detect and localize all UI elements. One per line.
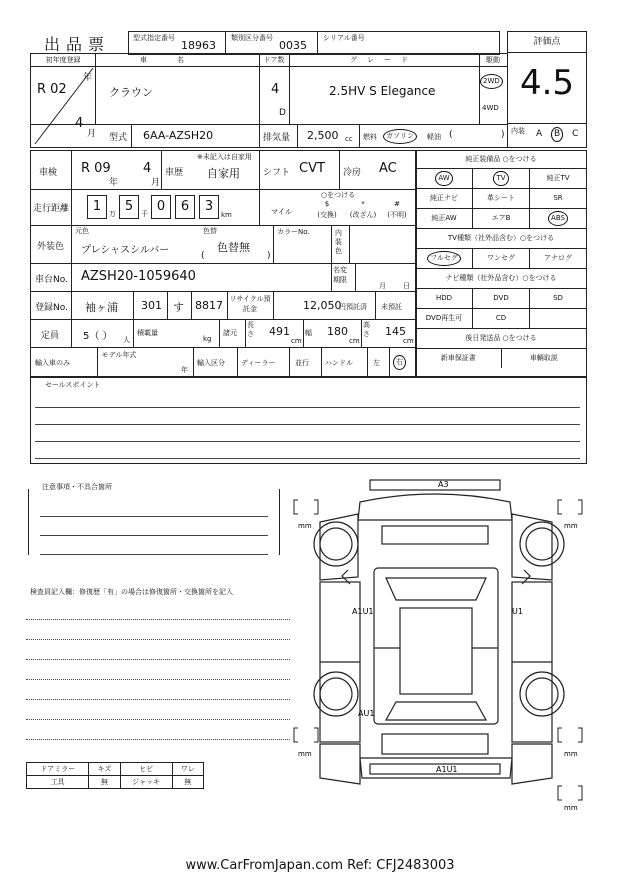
fuel-label: 燃料 bbox=[363, 133, 377, 141]
right-rear-fender bbox=[512, 744, 552, 784]
dealer-label: ディーラー bbox=[241, 359, 276, 367]
reg-area: 袖ヶ浦 bbox=[85, 301, 118, 314]
legend-value: 工具 bbox=[27, 776, 89, 789]
inspector-label: 検査員記入欄：修復歴「有」の場合は修復箇所・交換箇所を記入 bbox=[30, 588, 233, 596]
inspector-line bbox=[26, 620, 290, 640]
drive-4wd: 4WD bbox=[482, 104, 499, 112]
nav-dvd-play: DVD再生可 bbox=[425, 314, 463, 322]
import-type-label: 輸入区分 bbox=[197, 359, 225, 367]
length-unit: cm bbox=[291, 337, 302, 345]
exchange-label: $ bbox=[324, 200, 330, 208]
mile-label: マイル bbox=[271, 208, 292, 216]
doors-value: 4 bbox=[271, 82, 280, 97]
month-suffix: 月 bbox=[87, 129, 97, 139]
displacement-value: 2,500 bbox=[307, 129, 339, 142]
windshield bbox=[386, 578, 486, 600]
load-unit: kg bbox=[203, 335, 212, 343]
drive-label: 駆動 bbox=[479, 54, 507, 67]
car-name-label: 車名 bbox=[95, 54, 259, 67]
mileage-label: 走行距離 bbox=[33, 204, 70, 214]
equip-tv: TV bbox=[493, 171, 508, 186]
interior-a: A bbox=[536, 129, 543, 139]
tv-fullseg: フルセグ bbox=[427, 251, 461, 266]
left-label: 左 bbox=[373, 359, 380, 367]
header-codes bbox=[128, 31, 500, 55]
doors-label: ドア数 bbox=[259, 54, 289, 67]
footer-reference: www.CarFromJapan.com Ref: CFJ2483003 bbox=[185, 858, 455, 873]
shaken-year-suffix: 年 bbox=[109, 178, 119, 188]
mileage-digit: 3 bbox=[199, 195, 219, 219]
ac-value: AC bbox=[379, 161, 397, 176]
sen-label: 千 bbox=[141, 210, 148, 218]
displacement-unit: cc bbox=[345, 135, 353, 143]
color-no-label: カラーNo. bbox=[277, 228, 310, 236]
width-label: 幅 bbox=[305, 329, 312, 337]
sales-line bbox=[35, 442, 580, 459]
details-block: 車検 R 09 年 4 月 車歴 ※未記入は自家用 自家用 シフト CVT 冷房 AC 走行距離 1 万 5 千 0 6 3 km ○をつける マイル $ (交換) * (改ざん) # (不明) 外装色 元色 プレシャスシルバー 色替 色替無 ( ) カラーNo. 内装色 車台No. AZSH20-1059640 名変期限 月 日 登録No. 袖ヶ浦 301 す 8817 リサイクル預託金 12,050 円預託済 未預託 定員 5（ ） 人 積載量 kg 諸元 長さ 491 cm 幅 180 cm 高さ 145 cm 輸入車のみ モデル年式 年 輸入区分 ディーラー 並行 ハンドル 左 右 bbox=[30, 150, 417, 378]
legend-table bbox=[26, 762, 204, 789]
damage-right-side: U1 bbox=[512, 607, 523, 616]
equip-airbag: エアB bbox=[472, 209, 529, 228]
recycle-amount: 12,050 bbox=[303, 299, 342, 312]
mm-label: mm bbox=[298, 522, 312, 530]
hood bbox=[382, 526, 488, 544]
model-year-unit: 年 bbox=[181, 366, 188, 374]
later-manual: 車輌取説 bbox=[501, 349, 587, 368]
interior-b: B bbox=[551, 127, 563, 142]
mm-label: mm bbox=[298, 750, 312, 758]
inspector-line bbox=[26, 640, 290, 660]
legend-value: ジャッキ bbox=[120, 776, 172, 789]
nav-sd: SD bbox=[529, 289, 586, 308]
rear-window bbox=[386, 702, 486, 720]
mark-label: ○をつける bbox=[321, 191, 356, 199]
equipment-title: 純正装備品 ○をつける bbox=[416, 151, 586, 169]
equip-sr: SR bbox=[529, 189, 586, 208]
tv-title: TV種類（社外品含む）○をつける bbox=[416, 229, 586, 249]
mileage-digit: 6 bbox=[175, 195, 195, 219]
model-label: 型式 bbox=[109, 133, 128, 143]
shaken-era: R 09 bbox=[81, 161, 111, 176]
ruibetsu-label: 類別区分番号 bbox=[231, 34, 273, 42]
equip-leather: 革シート bbox=[472, 189, 529, 208]
later-title: 後日発送品 ○をつける bbox=[416, 329, 586, 349]
first-reg-era: R 02 bbox=[37, 82, 67, 97]
load-label: 積載量 bbox=[137, 329, 158, 337]
right-label: 右 bbox=[393, 355, 406, 370]
damage-front: A3 bbox=[438, 480, 449, 489]
length-value: 491 bbox=[269, 325, 290, 338]
notes-lines bbox=[40, 498, 268, 555]
nav-dvd: DVD bbox=[472, 289, 529, 308]
interior-label: 内装 bbox=[511, 127, 525, 135]
nav-cd: CD bbox=[472, 309, 529, 328]
height-value: 145 bbox=[385, 325, 406, 338]
color-code-label: 色替 bbox=[203, 227, 217, 235]
left-rear-fender bbox=[320, 744, 360, 784]
car-name: クラウン bbox=[109, 86, 153, 99]
reg-number: 8817 bbox=[195, 299, 223, 312]
model-year-label: モデル年式 bbox=[101, 351, 137, 359]
car-damage-diagram bbox=[290, 472, 590, 812]
serial-label: シリアル番号 bbox=[323, 34, 365, 42]
ruibetsu-value: 0035 bbox=[279, 39, 307, 52]
man-label: 万 bbox=[109, 210, 116, 218]
mm-label: mm bbox=[564, 804, 578, 812]
shaken-month: 4 bbox=[143, 161, 152, 176]
legend-value: 無 bbox=[89, 776, 120, 789]
mileage-digits bbox=[87, 195, 277, 217]
sales-line bbox=[35, 425, 580, 442]
first-reg-month: 4 bbox=[75, 116, 84, 131]
grade-label: グレード bbox=[289, 54, 479, 67]
length-label: 長さ bbox=[247, 321, 254, 338]
katashiki-label: 型式指定番号 bbox=[133, 34, 175, 42]
tv-oneseg: ワンセグ bbox=[472, 249, 529, 268]
trunk bbox=[382, 734, 488, 754]
roof bbox=[400, 608, 472, 694]
capacity-label: 定員 bbox=[41, 331, 60, 341]
legend-header: ヒビ bbox=[120, 763, 172, 776]
km-label: km bbox=[221, 211, 232, 219]
equip-aw: AW bbox=[435, 171, 452, 186]
nav-row bbox=[416, 289, 586, 309]
damage-rear-left: AU1 bbox=[358, 709, 375, 718]
notes-line bbox=[40, 498, 268, 517]
sheet-title: 出品票 bbox=[44, 35, 111, 54]
legend-header: ワレ bbox=[172, 763, 203, 776]
altered-label: * bbox=[361, 200, 365, 208]
equip-genuine-nav: 純正ナビ bbox=[430, 194, 458, 202]
interior-c: C bbox=[572, 129, 579, 139]
shift-value: CVT bbox=[299, 161, 325, 176]
notes-label: 注意事項・不具合箇所 bbox=[42, 483, 112, 491]
interior-color-label: 内装色 bbox=[335, 229, 342, 255]
orig-color: プレシャスシルバー bbox=[81, 245, 170, 256]
first-reg-label: 初年度登録 bbox=[31, 54, 95, 67]
nav-hdd: HDD bbox=[435, 294, 453, 302]
legend-value: 無 bbox=[172, 776, 203, 789]
vehicle-basic-block: 初年度登録 R 02 年 4 月 車名 クラウン ドア数 4 D グレード 2.5HV S Elegance 駆動 2WD 4WD 型式 6AA-AZSH20 排気量 2,500 cc 燃料 ガソリン 軽油 ( ) bbox=[30, 53, 508, 148]
score-label: 評価点 bbox=[508, 32, 586, 53]
nav-title: ナビ種類（社外品含む）○をつける bbox=[416, 269, 586, 289]
notes-line bbox=[40, 536, 268, 555]
equipment-row bbox=[416, 189, 586, 209]
legend-header: キズ bbox=[89, 763, 120, 776]
equip-genuine-aw: 純正AW bbox=[431, 214, 457, 222]
katashiki-value: 18963 bbox=[181, 39, 216, 52]
inspector-line bbox=[26, 680, 290, 700]
later-row bbox=[416, 349, 586, 368]
inspector-line bbox=[26, 600, 290, 620]
shaken-month-suffix: 月 bbox=[151, 178, 161, 188]
usage-value: 自家用 bbox=[207, 167, 240, 180]
ac-label: 冷房 bbox=[343, 168, 362, 178]
sales-point-box bbox=[30, 376, 587, 464]
hood-front bbox=[358, 494, 512, 520]
usage-label: 車歴 bbox=[165, 168, 184, 178]
model-value: 6AA-AZSH20 bbox=[143, 129, 214, 142]
exchange-sub: (交換) bbox=[317, 211, 337, 219]
fuel-gasoline: ガソリン bbox=[383, 129, 417, 144]
name-change-label: 名変期限 bbox=[333, 266, 347, 284]
shift-label: シフト bbox=[263, 168, 291, 178]
recycle-label: リサイクル預託金 bbox=[229, 295, 271, 313]
rear-bumper bbox=[370, 764, 500, 774]
chassis-value: AZSH20-1059640 bbox=[81, 269, 196, 284]
year-suffix: 年 bbox=[83, 73, 93, 83]
capacity-unit: 人 bbox=[123, 336, 130, 344]
capacity-value: 5（ ） bbox=[83, 331, 113, 342]
equip-genuine-tv: 純正TV bbox=[529, 169, 586, 188]
score-value: 4.5 bbox=[519, 63, 575, 103]
later-warranty: 新車保証書 bbox=[440, 354, 476, 362]
orig-color-label: 元色 bbox=[75, 227, 89, 235]
equipment-block bbox=[415, 150, 587, 378]
damage-left-side: A1U1 bbox=[352, 607, 374, 616]
name-change-month: 月 bbox=[379, 282, 386, 290]
sales-line bbox=[35, 391, 580, 408]
height-label: 高さ bbox=[363, 321, 370, 338]
equipment-row bbox=[416, 209, 586, 229]
front-bumper bbox=[370, 480, 500, 490]
color-label: 外装色 bbox=[37, 242, 65, 252]
dims-label: 諸元 bbox=[223, 329, 237, 337]
width-value: 180 bbox=[327, 325, 348, 338]
legend-header: ドアミラー bbox=[27, 763, 89, 776]
reg-class: 301 bbox=[141, 299, 162, 312]
unknown-sub: (不明) bbox=[387, 211, 407, 219]
inspector-lines bbox=[26, 600, 290, 740]
drive-2wd: 2WD bbox=[480, 74, 503, 89]
doors-suffix: D bbox=[279, 108, 286, 118]
usage-note: ※未記入は自家用 bbox=[197, 153, 252, 161]
inspector-line bbox=[26, 660, 290, 680]
chassis-label: 車台No. bbox=[35, 275, 68, 285]
damage-rear: A1U1 bbox=[436, 765, 458, 774]
color-change: 色替無 bbox=[217, 241, 250, 254]
shaken-label: 車検 bbox=[39, 168, 58, 178]
reg-kana: す bbox=[173, 301, 184, 314]
mm-label: mm bbox=[564, 750, 578, 758]
tv-analog: アナログ bbox=[529, 249, 586, 268]
mileage-digit: 5 bbox=[119, 195, 139, 219]
mileage-digit: 0 bbox=[151, 195, 171, 219]
interior-grade bbox=[507, 123, 587, 148]
name-change-day: 日 bbox=[403, 282, 410, 290]
grade-value: 2.5HV S Elegance bbox=[329, 84, 436, 98]
light-oil-label: 軽油 bbox=[427, 133, 441, 141]
import-label: 輸入車のみ bbox=[35, 359, 70, 367]
inspector-line bbox=[26, 720, 290, 740]
reg-label: 登録No. bbox=[35, 303, 68, 313]
equip-abs: ABS bbox=[548, 211, 568, 226]
parallel-label: 並行 bbox=[295, 359, 309, 367]
notes-line bbox=[40, 517, 268, 536]
altered-sub: (改ざん) bbox=[349, 211, 377, 219]
tv-row bbox=[416, 249, 586, 269]
mm-label: mm bbox=[564, 522, 578, 530]
equipment-row bbox=[416, 169, 586, 189]
displacement-label: 排気量 bbox=[263, 133, 291, 143]
sales-line bbox=[35, 408, 580, 425]
unknown-label: # bbox=[394, 200, 400, 208]
handle-label: ハンドル bbox=[325, 359, 353, 367]
recycle-unit: 円預託済 bbox=[339, 303, 367, 311]
sales-point-label: セールスポイント bbox=[45, 381, 101, 389]
nav-row bbox=[416, 309, 586, 329]
mileage-digit: 1 bbox=[87, 195, 107, 219]
height-unit: cm bbox=[403, 337, 414, 345]
width-unit: cm bbox=[349, 337, 360, 345]
nav-empty bbox=[529, 309, 586, 328]
inspector-line bbox=[26, 700, 290, 720]
recycle-unpaid: 未預託 bbox=[381, 303, 402, 311]
